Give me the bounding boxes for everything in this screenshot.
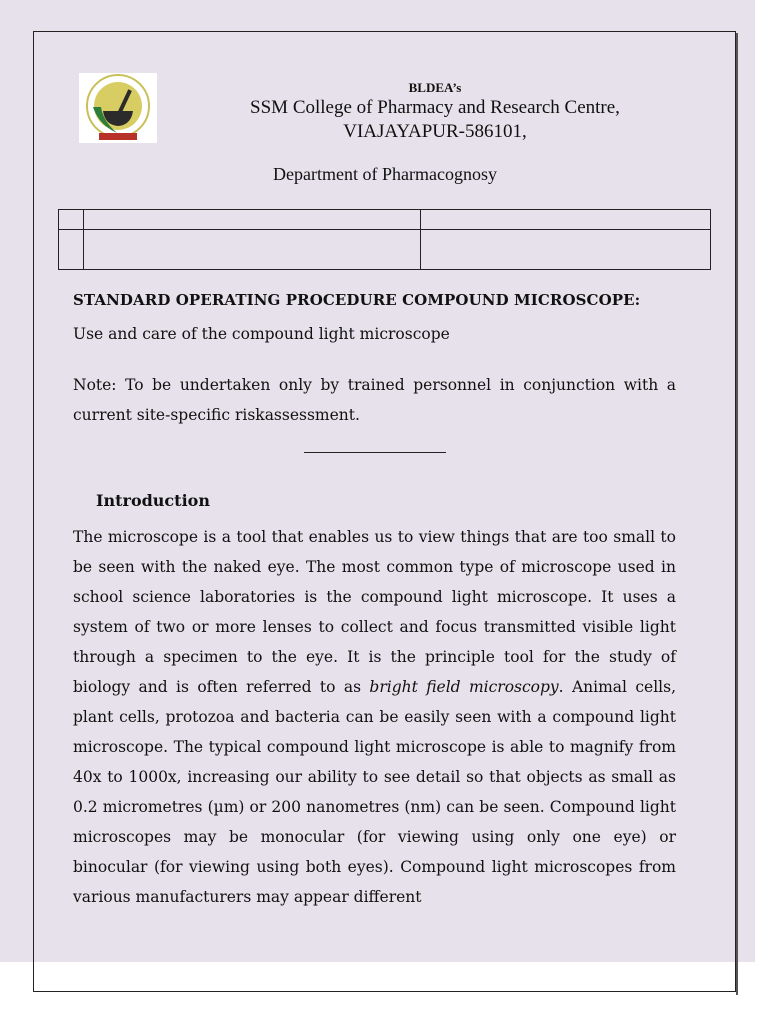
page-border-shadow <box>736 33 738 995</box>
introduction-emphasis: bright field microscopy <box>369 678 559 696</box>
table-cell <box>84 230 421 270</box>
introduction-text-part: The microscope is a tool that enables us to view things that are too small to be seen with the naked eye. The most common type of microscope used in school science laboratories is the compound light microscope. It uses a system of two or more lenses to collect and focus transmitted visible light through a specimen to the eye. It is the principle tool for the study of biology and is often referred to as <box>73 528 676 696</box>
sop-subtitle: Use and care of the compound light microscope <box>73 325 450 343</box>
introduction-text-part: . Animal cells, plant cells, protozoa and bacteria can be easily seen with a compound light microscope. The typical compound light microscope is able to magnify from 40x to 1000x, increasing our ability to see detail so that objects as small as 0.2 micrometres (µm) or 200 nanometres (nm) can be seen. Compound light microscopes may be monocular (for viewing using only one eye) or binocular (for viewing using both eyes). Compound light microscopes from various manufacturers may appear different <box>73 678 677 906</box>
sop-title: STANDARD OPERATING PROCEDURE COMPOUND MICROSCOPE: <box>73 291 641 309</box>
department-title: Department of Pharmacognosy <box>273 164 497 184</box>
college-logo <box>79 73 157 143</box>
section-divider <box>304 452 446 453</box>
header-college-name: SSM College of Pharmacy and Research Centre, <box>250 97 620 118</box>
logo-banner <box>99 133 137 140</box>
header-org: BLDEA’s <box>408 80 462 95</box>
table-cell <box>421 210 711 230</box>
introduction-heading: Introduction <box>96 491 210 510</box>
college-logo-graphic <box>79 73 157 143</box>
introduction-paragraph <box>73 522 676 912</box>
table-cell <box>59 230 84 270</box>
header-city: VIAJAYAPUR-586101, <box>343 121 527 142</box>
safety-note: Note: To be undertaken only by trained personnel in conjunction with a current site-specific riskassessment. <box>73 376 676 424</box>
table-cell <box>59 210 84 230</box>
table-cell <box>84 210 421 230</box>
table-cell <box>421 230 711 270</box>
document-info-table <box>58 209 711 270</box>
